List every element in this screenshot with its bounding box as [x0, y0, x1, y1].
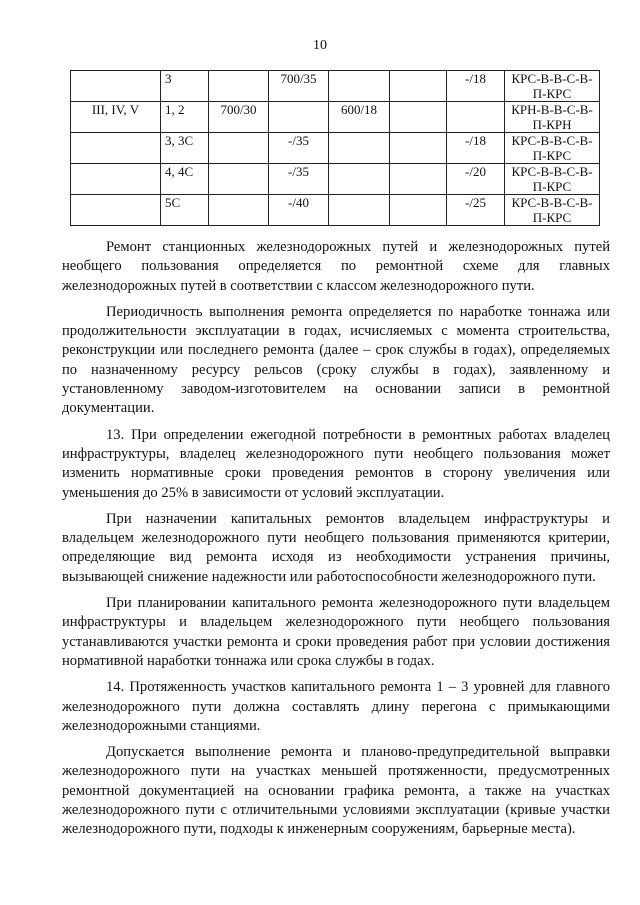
- table-cell: -/20: [447, 164, 505, 195]
- table-cell: 4, 4С: [161, 164, 209, 195]
- paragraph: Допускается выполнение ремонта и планово-предупредительной выправки железнодорожного пути на участках меньшей протяженности, предусмотренных ремонтной документацией на основании графика ремонта, а также на участках железнодорожного пути с отличительными условиями эксплуатации (кривые участки железнодорожного пути, подходы к инженерным сооружениям, барьерные места).: [62, 744, 610, 838]
- paragraph: Периодичность выполнения ремонта определяется по наработке тоннажа или продолжительности эксплуатации в годах, исчисляемых с момента строительства, реконструкции или последнего ремонта (далее – срок службы в годах), определяемых по назначенному ресурсу рельсов (сроку службы в годах), заявленному и установленному заводом-изготовителем на основании записи в ремонтной документации.: [62, 303, 610, 417]
- table-cell: [329, 164, 390, 195]
- table-cell: -/35: [269, 164, 329, 195]
- table-cell: КРН-В-В-С-В-П-КРН: [505, 102, 600, 133]
- table-cell: -/18: [447, 133, 505, 164]
- table-row: [71, 164, 600, 195]
- table-cell: [390, 133, 447, 164]
- table-cell: КРС-В-В-С-В-П-КРС: [505, 71, 600, 102]
- page-number: 10: [313, 38, 327, 53]
- table-cell: [329, 133, 390, 164]
- table-cell: КРС-В-В-С-В-П-КРС: [505, 133, 600, 164]
- table-row: [71, 133, 600, 164]
- table-row: [71, 71, 600, 102]
- paragraph: 13. При определении ежегодной потребности в ремонтных работах владелец инфраструктуры, владелец железнодорожного пути необщего пользования может изменить нормативные сроки проведения ремонтов в сторону увеличения или уменьшения до 25% в зависимости от условий эксплуатации.: [62, 426, 610, 501]
- table-row: [71, 195, 600, 226]
- table-cell: [390, 71, 447, 102]
- table-cell: 1, 2: [161, 102, 209, 133]
- table-cell: 5С: [161, 195, 209, 226]
- table-cell: [71, 71, 161, 102]
- table-cell: 700/35: [269, 71, 329, 102]
- table-row: [71, 102, 600, 133]
- table-cell: [329, 71, 390, 102]
- table-cell: [209, 164, 269, 195]
- table-cell: [269, 102, 329, 133]
- table-cell: 3: [161, 71, 209, 102]
- table-cell: [71, 164, 161, 195]
- table-cell: [71, 195, 161, 226]
- paragraph: При назначении капитальных ремонтов владельцем инфраструктуры и владельцем железнодорожного пути необщего пользования применяются критерии, определяющие вид ремонта исходя из необходимости устранения причины, вызывающей снижение надежности или работоспособности железнодорожного пути.: [62, 510, 610, 585]
- table-cell: [329, 195, 390, 226]
- table-cell: -/25: [447, 195, 505, 226]
- repair-schedule-table: [70, 70, 600, 226]
- table-cell: КРС-В-В-С-В-П-КРС: [505, 164, 600, 195]
- table-cell: [209, 71, 269, 102]
- paragraph: Ремонт станционных железнодорожных путей и железнодорожных путей необщего пользования определяется по ремонтной схеме для главных железнодорожных путей в соответствии с классом железнодорожного пути.: [62, 239, 610, 294]
- table-cell: III, IV, V: [71, 102, 161, 133]
- table-cell: [447, 102, 505, 133]
- paragraph: При планировании капитального ремонта железнодорожного пути владельцем инфраструктуры и владельцем железнодорожного пути необщего пользования устанавливаются участки ремонта и сроки проведения работ при условии достижения нормативной наработки тоннажа или срока службы в годах.: [62, 595, 610, 669]
- table-cell: [209, 195, 269, 226]
- paragraph: 14. Протяженность участков капитального ремонта 1 – 3 уровней для главного железнодорожного пути должна составлять длину перегона с примыкающими железнодорожными станциями.: [62, 679, 610, 734]
- table-cell: 3, 3С: [161, 133, 209, 164]
- body-text: [62, 238, 610, 847]
- table-cell: [209, 133, 269, 164]
- table-cell: [390, 102, 447, 133]
- table-cell: -/18: [447, 71, 505, 102]
- table-cell: КРС-В-В-С-В-П-КРС: [505, 195, 600, 226]
- table-cell: [390, 195, 447, 226]
- table-cell: -/40: [269, 195, 329, 226]
- table-cell: [390, 164, 447, 195]
- table-cell: 700/30: [209, 102, 269, 133]
- table-cell: [71, 133, 161, 164]
- table-cell: -/35: [269, 133, 329, 164]
- table-cell: 600/18: [329, 102, 390, 133]
